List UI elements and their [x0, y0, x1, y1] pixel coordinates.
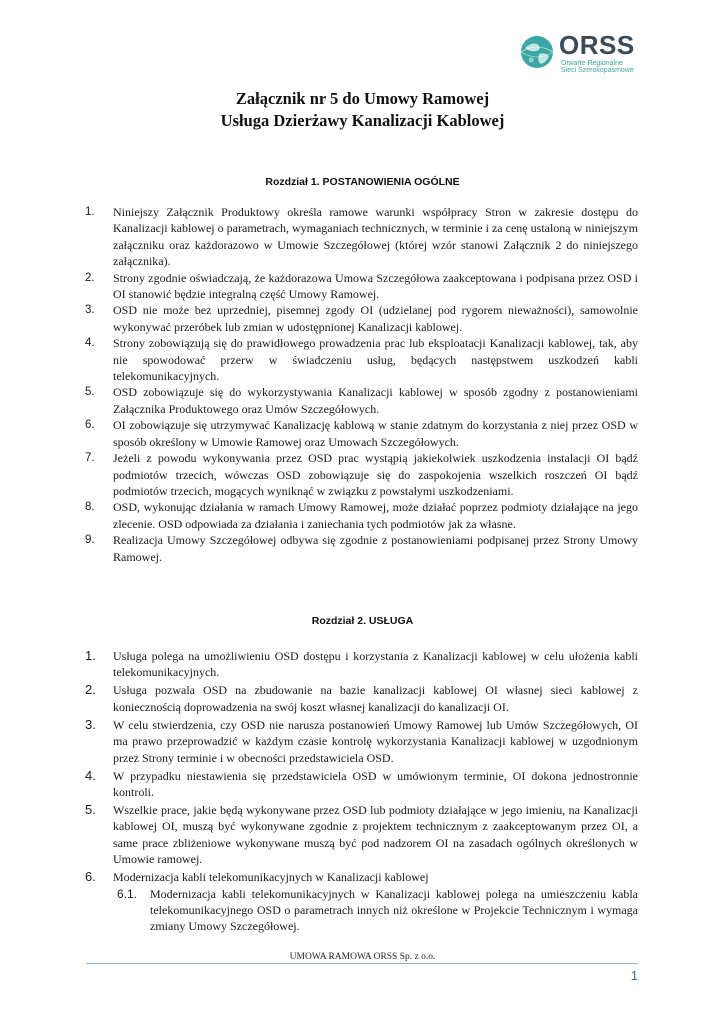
list-item: [85, 648, 638, 681]
chapter-2-list: [85, 648, 638, 936]
list-item: [85, 270, 638, 303]
list-item-number: 5.: [85, 802, 96, 818]
list-item-text: OI zobowiązuje się utrzymywać Kanalizację kablową w stanie zdatnym do korzystania z niej przez OSD w sposób określony w Umowie Ramowej oraz Umowach Szczegółowych.: [113, 418, 638, 449]
list-item-text: Modernizacja kabli telekomunikacyjnych w Kanalizacji kablowej: [113, 870, 429, 885]
list-item: [85, 717, 638, 766]
list-item-text: Strony zgodnie oświadczają, że każdorazowa Umowa Szczegółowa zaakceptowana i podpisana przez OSD i OI stanowić będzie integralną część Umowy Ramowej.: [113, 270, 638, 302]
list-item: [85, 682, 638, 715]
list-item-number: 2.: [85, 271, 95, 284]
list-item-text: Usługa pozwala OSD na zbudowanie na bazie kanalizacji kablowej OI własnej sieci kablowej z koniecznością doprowadzenia na swój koszt własnej kanalizacji do kanalizacji OI.: [113, 683, 638, 714]
list-item-number: 9.: [85, 534, 95, 547]
list-item-number: 6.: [85, 869, 96, 885]
list-item-text: W celu stwierdzenia, czy OSD nie narusza postanowień Umowy Ramowej lub Umów Szczegółowych, OI ma prawo przeprowadzić w każdym czasie kontrolę wykorzystania Kanalizacji kablowej w uzgodnionym przez Strony terminie i w obecności przedstawiciela OSD.: [113, 717, 638, 765]
sub-list-item-number: 6.1.: [117, 886, 138, 901]
sub-list-item-text: Modernizacja kabli telekomunikacyjnych w Kanalizacji kablowej polega na umieszczeniu kabla telekomunikacyjnego OSD o parametrach innych niż określone w Projekcie Technicznym i wymaga zmiany Umowy Szczegółowej.: [150, 886, 638, 934]
logo-name: ORSS: [559, 30, 635, 60]
list-item-number: 5.: [85, 386, 95, 399]
logo-tagline-2: Sieci Szerokopasmowe: [561, 67, 634, 74]
list-item-text: Wszelkie prace, jakie będą wykonywane przez OSD lub podmioty działające w jego imieniu, na Kanalizacji kablowej OI, muszą być wykonywane zgodnie z projektem technicznym z zaakceptowanym przez OI, a same prace zbliżeniowe wykonywane muszą być pod nadzorem OI na zasadach ogólnych określonych w Umowie ramowej.: [113, 803, 638, 867]
chapter-2-heading: Rozdział 2. USŁUGA: [311, 615, 414, 627]
list-item: [85, 802, 638, 868]
list-item-number: 6.: [85, 419, 95, 432]
sub-list-item: [117, 886, 638, 935]
list-item-text: OSD zobowiązuje się do wykorzystywania Kanalizacji kablowej w sposób zgodny z postanowieniami Załącznika Produktowego oraz Umów Szczegółowych.: [113, 385, 638, 416]
list-item-text: Jeżeli z powodu wykonywania przez OSD prac wystąpią jakiekolwiek uszkodzenia instalacji OI bądź podmiotów trzecich, wówczas OSD zobowiązuje się do zaspokojenia wszelkich roszczeń OI bądź podmiotów trzecich, mogących wyniknąć w związku z powstałymi uszkodzeniami.: [113, 451, 638, 498]
list-item-number: 4.: [85, 767, 96, 783]
globe-icon: [519, 34, 555, 70]
list-item-number: 4.: [85, 337, 95, 350]
list-item-number: 2.: [85, 682, 96, 698]
footer-divider: [86, 963, 638, 964]
list-item: [85, 450, 638, 499]
list-item: [85, 417, 638, 450]
logo-tagline-1: Otwarte Regionalne: [561, 60, 623, 67]
chapter-1-heading: Rozdział 1. POSTANOWIENIA OGÓLNE: [265, 176, 460, 188]
list-item: [85, 532, 638, 565]
document-title: Załącznik nr 5 do Umowy Ramowej: [235, 89, 490, 108]
orss-logo: [519, 32, 639, 72]
list-item-text: Strony zobowiązują się do prawidłowego prowadzenia prac lub eksploatacji Kanalizacji kablowej, tak, aby nie spowodować przerw w świadczeniu usług, będących następstwem uszkodzeń kabli telekomunikacyjnych.: [113, 336, 638, 384]
list-item-number: 3.: [85, 716, 96, 732]
list-item: [85, 204, 638, 270]
list-item-text: OSD nie może bez uprzedniej, pisemnej zgody OI (udzielanej pod rygorem nieważności), samowolnie wykonywać przeróbek lub zmian w udostępnionej Kanalizacji kablowej.: [113, 303, 638, 334]
list-item-text: W przypadku niestawienia się przedstawiciela OSD w umówionym terminie, OI dokona jednostronnie kontroli.: [113, 768, 638, 800]
list-item-number: 8.: [85, 501, 95, 514]
page-number: 1: [630, 968, 638, 983]
list-item-number: 1.: [85, 206, 95, 218]
footer-text: UMOWA RAMOWA ORSS Sp. z o.o.: [289, 952, 436, 962]
list-item: [85, 869, 638, 935]
list-item: [85, 335, 638, 384]
list-item: [85, 302, 638, 335]
chapter-1-list: [85, 204, 638, 565]
list-item-number: 1.: [85, 648, 96, 663]
list-item-text: Usługa polega na umożliwieniu OSD dostępu i korzystania z Kanalizacji kablowej w celu ułożenia kabli telekomunikacyjnych.: [113, 649, 638, 680]
document-subtitle: Usługa Dzierżawy Kanalizacji Kablowej: [220, 111, 505, 130]
list-item: [85, 499, 638, 532]
list-item-text: Niniejszy Załącznik Produktowy określa ramowe warunki współpracy Stron w zakresie dostępu do Kanalizacji kablowej o parametrach, wymaganiach technicznych, w terminie i za cenę ustaloną w niniejszym załączniku oraz każdorazowo w Umowie Szczegółowej (której wzór stanowi Załącznik 2 do niniejszego załącznika).: [113, 205, 638, 269]
list-item-text: OSD, wykonując działania w ramach Umowy Ramowej, może działać poprzez podmioty działające na jego zlecenie. OSD odpowiada za działania i zaniechania tych podmiotów jak za własne.: [113, 500, 638, 531]
list-item: [85, 768, 638, 801]
list-item: [85, 384, 638, 417]
list-item-number: 3.: [85, 304, 95, 317]
list-item-number: 7.: [85, 452, 95, 465]
list-item-text: Realizacja Umowy Szczegółowej odbywa się zgodnie z postanowieniami podpisanej przez Strony Umowy Ramowej.: [113, 533, 638, 564]
